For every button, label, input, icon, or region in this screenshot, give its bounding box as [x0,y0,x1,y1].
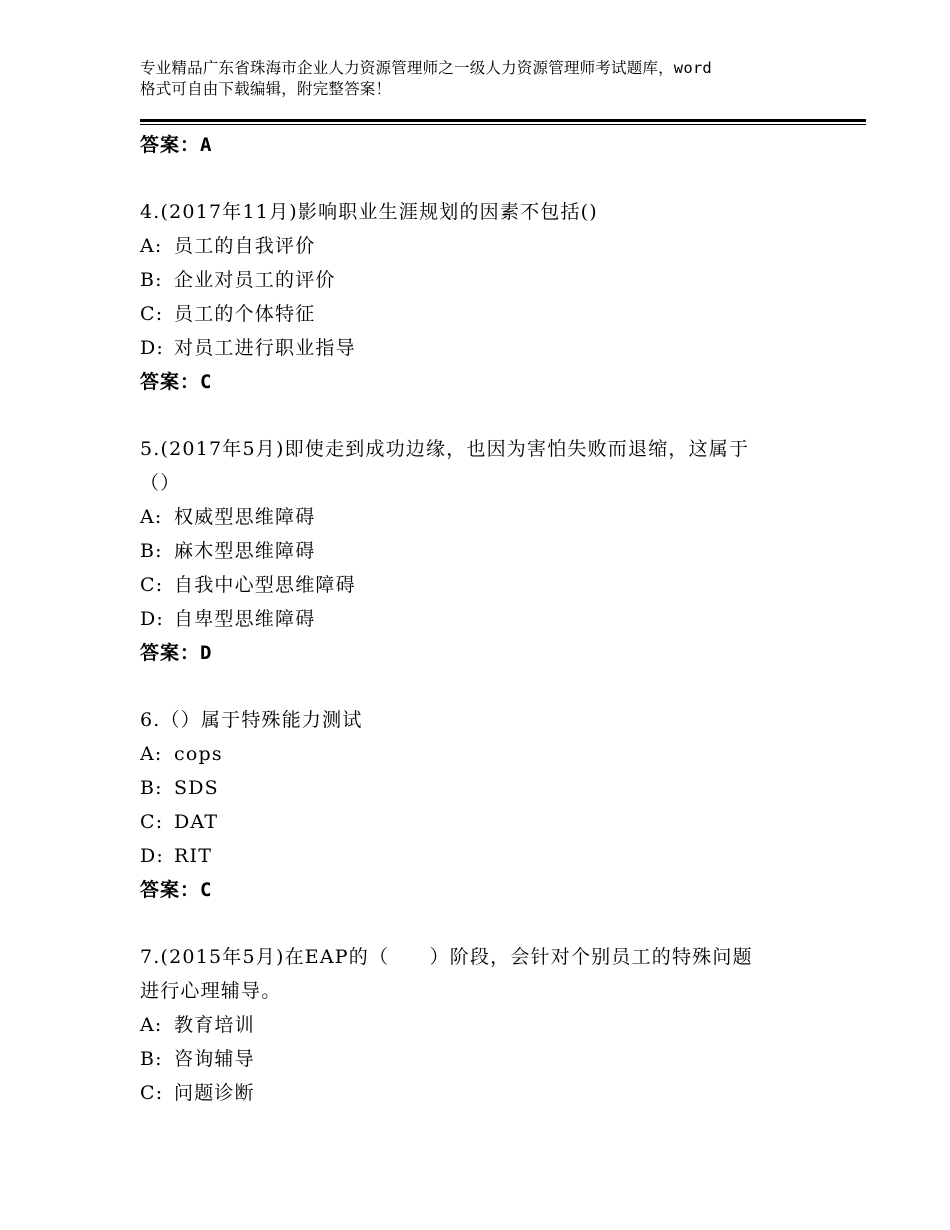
option-text: 教育培训 [174,1014,255,1036]
answer-label: 答案： [140,642,201,664]
question-block [140,195,840,399]
option-key: D: [140,845,165,867]
option-text: 自卑型思维障碍 [174,608,316,630]
option-key: D: [140,608,165,630]
option-key: C: [140,1082,164,1104]
option-d [140,331,840,365]
option-b [140,1042,840,1076]
option-text: SDS [174,777,219,799]
option-text: DAT [174,811,219,833]
answer-line [140,128,840,162]
option-text: cops [174,743,223,765]
option-text: RIT [174,845,213,867]
option-b [140,771,840,805]
answer-line [140,365,840,399]
option-key: C: [140,574,164,596]
option-text: 对员工进行职业指导 [174,337,356,359]
option-key: B: [140,540,163,562]
option-text: 员工的自我评价 [174,235,316,257]
option-c [140,805,840,839]
option-d [140,839,840,873]
question-text: 5.(2017年5月)即使走到成功边缘，也因为害怕失败而退缩，这属于 [140,438,750,460]
answer-label: 答案： [140,134,201,156]
option-text: 问题诊断 [174,1082,255,1104]
question-text: 6.（）属于特殊能力测试 [140,709,363,731]
option-key: C: [140,303,164,325]
option-c [140,1076,840,1110]
header-line-2: 格式可自由下载编辑，附完整答案！ [140,80,392,98]
option-key: A: [140,235,163,257]
answer-label: 答案： [140,371,201,393]
option-text: 员工的个体特征 [174,303,316,325]
question-text-continued: （） [140,472,181,494]
option-b [140,263,840,297]
answer-line [140,636,840,670]
header-rule-thin [140,124,866,125]
option-text: 咨询辅导 [174,1048,255,1070]
option-a [140,737,840,771]
question-block [140,703,840,907]
question-block [140,432,840,670]
answer-label: 答案： [140,879,201,901]
option-a [140,1008,840,1042]
option-text: 权威型思维障碍 [174,506,316,528]
option-key: A: [140,743,163,765]
answer-value: C [200,879,212,901]
document-header [140,58,830,100]
option-c [140,568,840,602]
option-key: B: [140,269,163,291]
option-a [140,229,840,263]
option-key: B: [140,777,163,799]
question-text: 7.(2015年5月)在EAP的（ ）阶段，会针对个别员工的特殊问题 [140,946,753,968]
header-rule-thick [140,119,866,122]
option-text: 麻木型思维障碍 [174,540,316,562]
answer-value: C [200,371,212,393]
question-text: 4.(2017年11月)影响职业生涯规划的因素不包括() [140,201,598,223]
option-key: D: [140,337,165,359]
option-text: 企业对员工的评价 [174,269,336,291]
option-key: B: [140,1048,163,1070]
option-a [140,500,840,534]
answer-value: A [200,134,212,156]
question-list [140,128,840,1110]
option-key: C: [140,811,164,833]
question-text-continued: 进行心理辅导。 [140,980,282,1002]
option-d [140,602,840,636]
option-key: A: [140,1014,163,1036]
question-block [140,940,840,1110]
option-text: 自我中心型思维障碍 [174,574,356,596]
answer-value: D [200,642,212,664]
option-c [140,297,840,331]
option-b [140,534,840,568]
answer-line [140,873,840,907]
option-key: A: [140,506,163,528]
header-line-1: 专业精品广东省珠海市企业人力资源管理师之一级人力资源管理师考试题库，word [140,59,712,77]
